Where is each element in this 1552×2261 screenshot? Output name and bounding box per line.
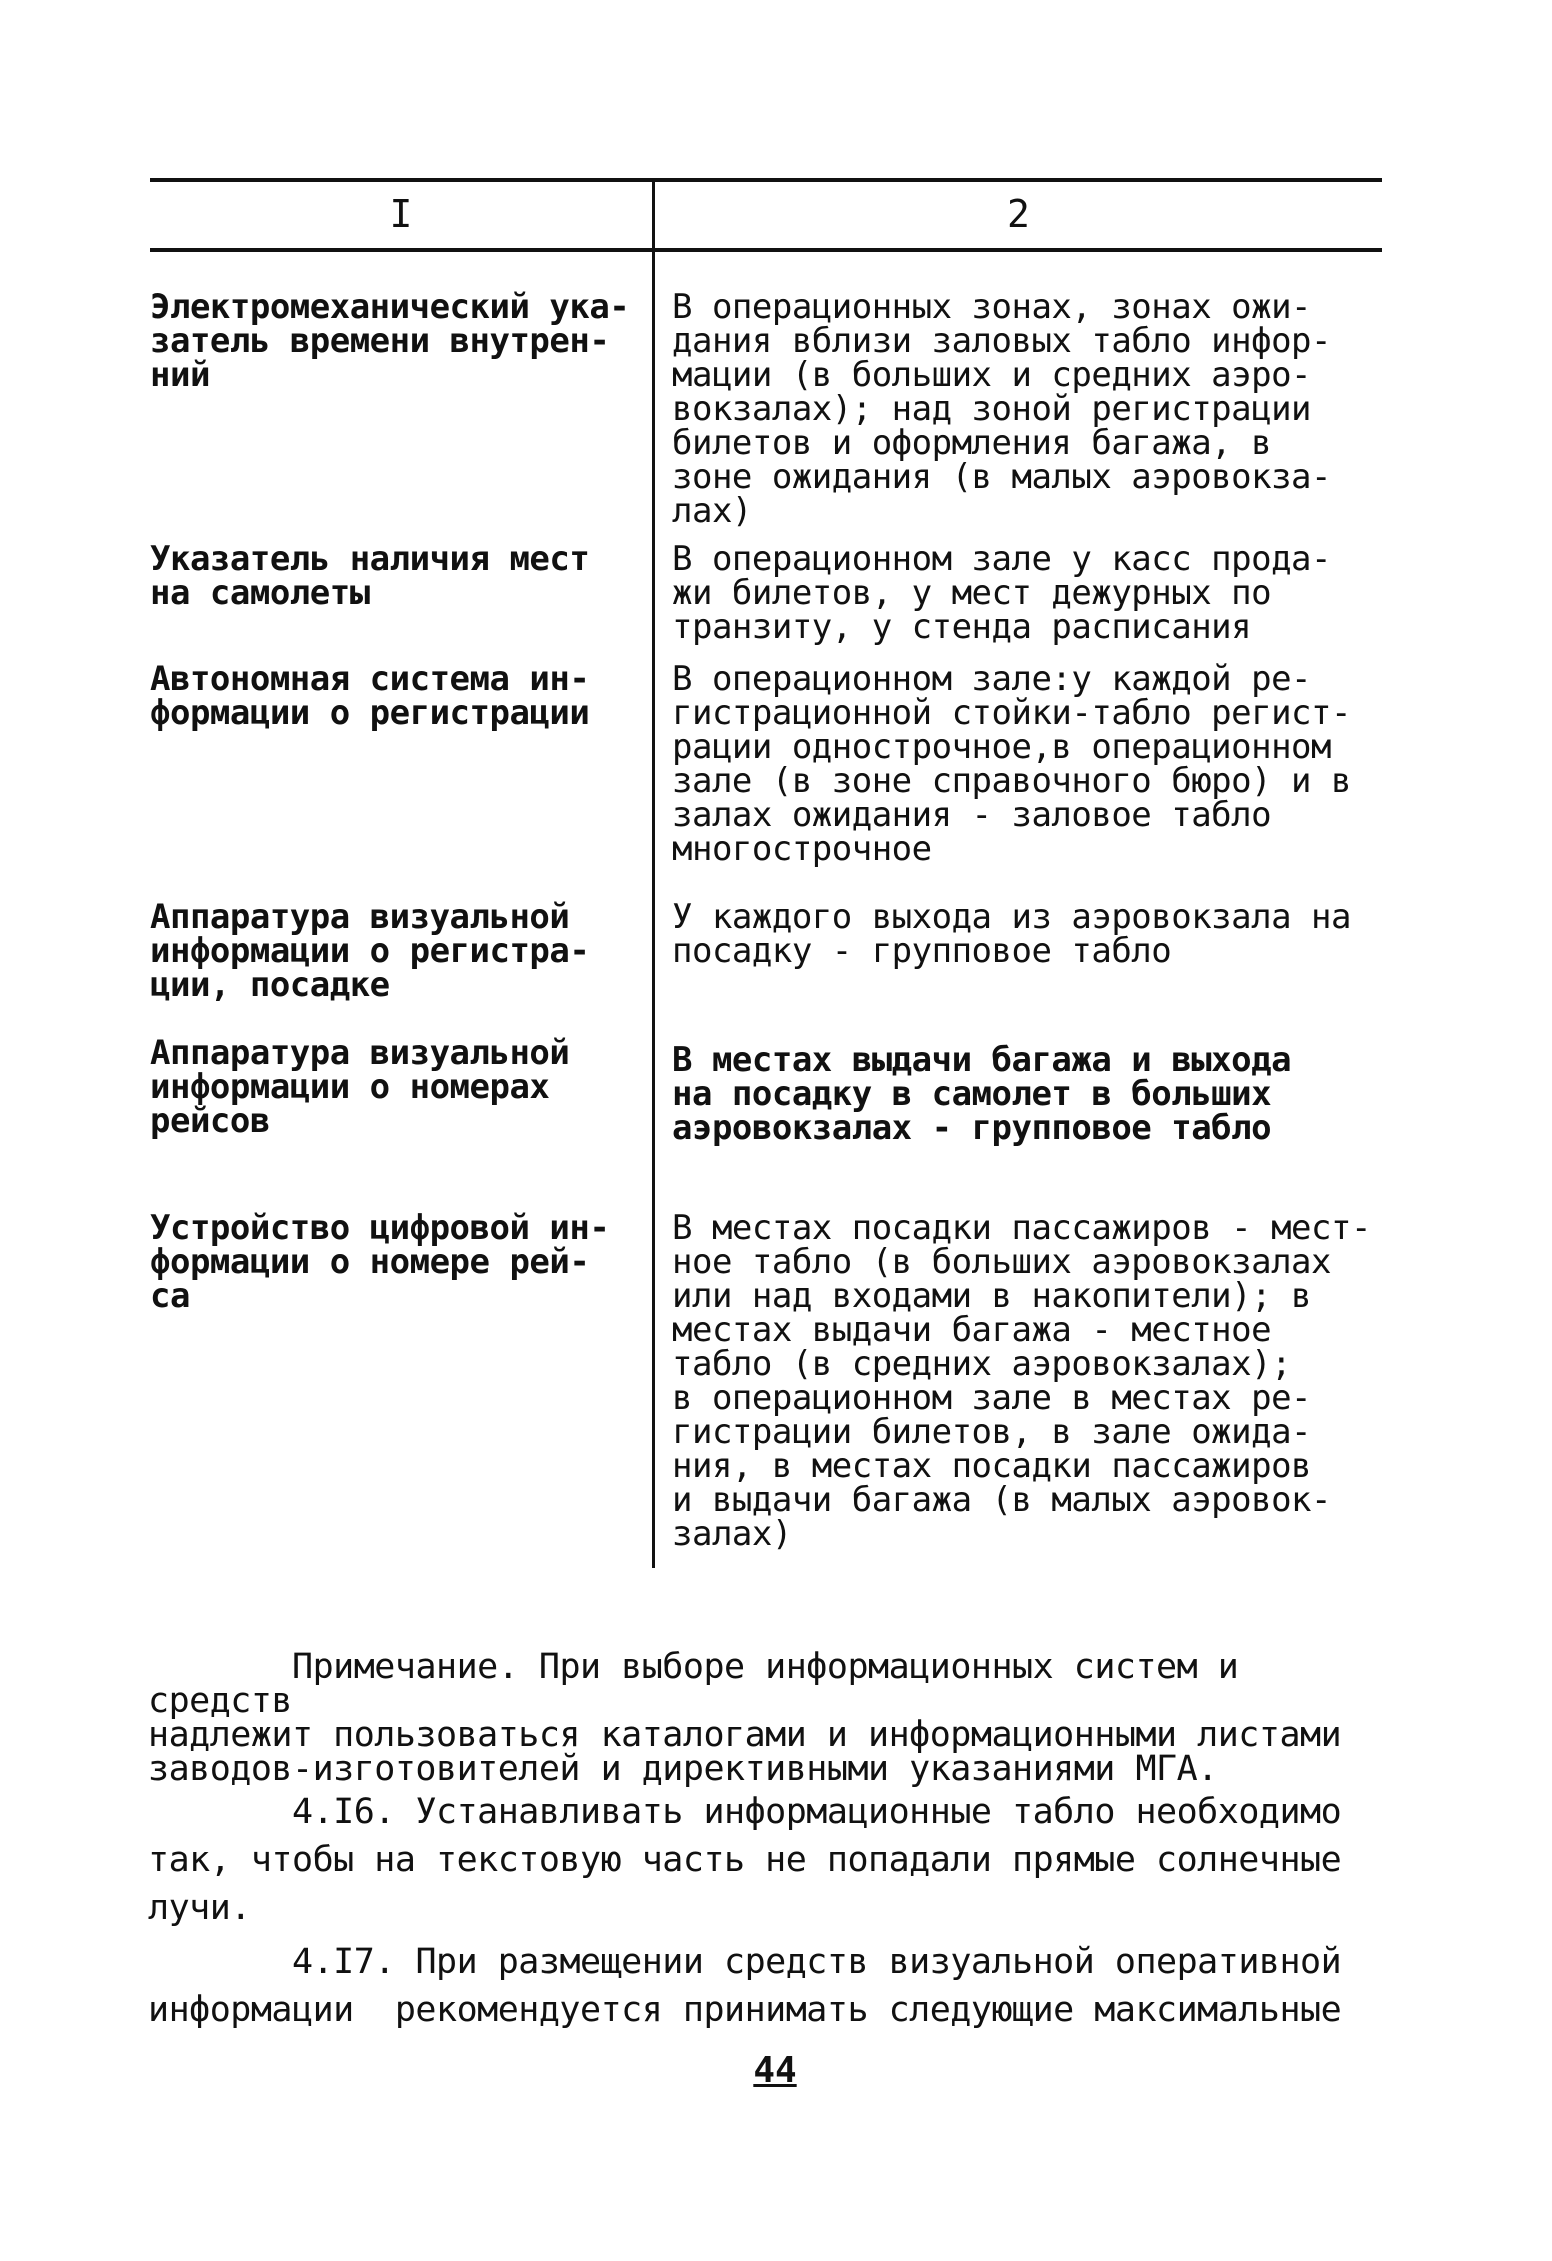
table-row-2-location: В операционном зале у касс прода- жи билетов, у мест дежурных по транзиту, у стенда расписания bbox=[672, 539, 1332, 647]
table-row-1-equipment: Электромеханический ука- затель времени внутрен- ний bbox=[150, 287, 630, 395]
column-header-2: 2 bbox=[1007, 192, 1030, 236]
table-row-2-equipment: Указатель наличия мест на самолеты bbox=[150, 539, 590, 613]
table-header-rule bbox=[150, 248, 1382, 252]
table-row-6-location: В местах посадки пассажиров - мест- ное табло (в больших аэровокзалах или над входами в накопители); в местах выдачи багажа - местное табло (в средних аэровокзалах); в операционном зале в местах ре- гистрации билетов, в зале ожида- ния, в местах посадки пассажиров и выдачи багажа (в малых аэровок- залах) bbox=[672, 1208, 1371, 1554]
table-top-rule bbox=[150, 178, 1382, 182]
table-row-4-equipment: Аппаратура визуальной информации о регистра- ции, посадке bbox=[150, 897, 590, 1005]
table-row-4-location: У каждого выхода из аэровокзала на посадку - групповое табло bbox=[672, 897, 1351, 971]
page-number: 44 bbox=[753, 2050, 797, 2091]
table-row-3-equipment: Автономная система ин- формации о регистрации bbox=[150, 659, 590, 733]
table-column-divider bbox=[652, 178, 655, 1568]
paragraph-4-16: 4.I6. Устанавливать информационные табло необходимо так, чтобы на текстовую часть не попадали прямые солнечные лучи. bbox=[148, 1792, 1342, 1928]
table-row-5-equipment: Аппаратура визуальной информации о номерах рейсов bbox=[150, 1033, 570, 1141]
table-row-6-equipment: Устройство цифровой ин- формации о номере рей- са bbox=[150, 1208, 610, 1316]
note-paragraph: Примечание. При выборе информационных систем и средств надлежит пользоваться каталогами и информационными листами заводов-изготовителей и директивными указаниями МГА. bbox=[148, 1647, 1342, 1789]
table-row-5-location: В местах выдачи багажа и выхода на посадку в самолет в больших аэровокзалах - групповое табло bbox=[672, 1040, 1292, 1148]
column-header-1: I bbox=[389, 192, 413, 236]
table-row-1-location: В операционных зонах, зонах ожи- дания вблизи заловых табло инфор- мации (в больших и средних аэро- вокзалах); над зоной регистрации билетов и оформления багажа, в зоне ожидания (в малых аэровокза- лах) bbox=[672, 287, 1332, 531]
paragraph-4-17: 4.I7. При размещении средств визуальной оперативной информации рекомендуется принимать следующие максимальные bbox=[148, 1942, 1342, 2030]
table-row-3-location: В операционном зале:у каждой ре- гистрационной стойки-табло регист- рации однострочное,в операционном зале (в зоне справочного бюро) и в залах ожидания - заловое табло многострочное bbox=[672, 659, 1351, 869]
